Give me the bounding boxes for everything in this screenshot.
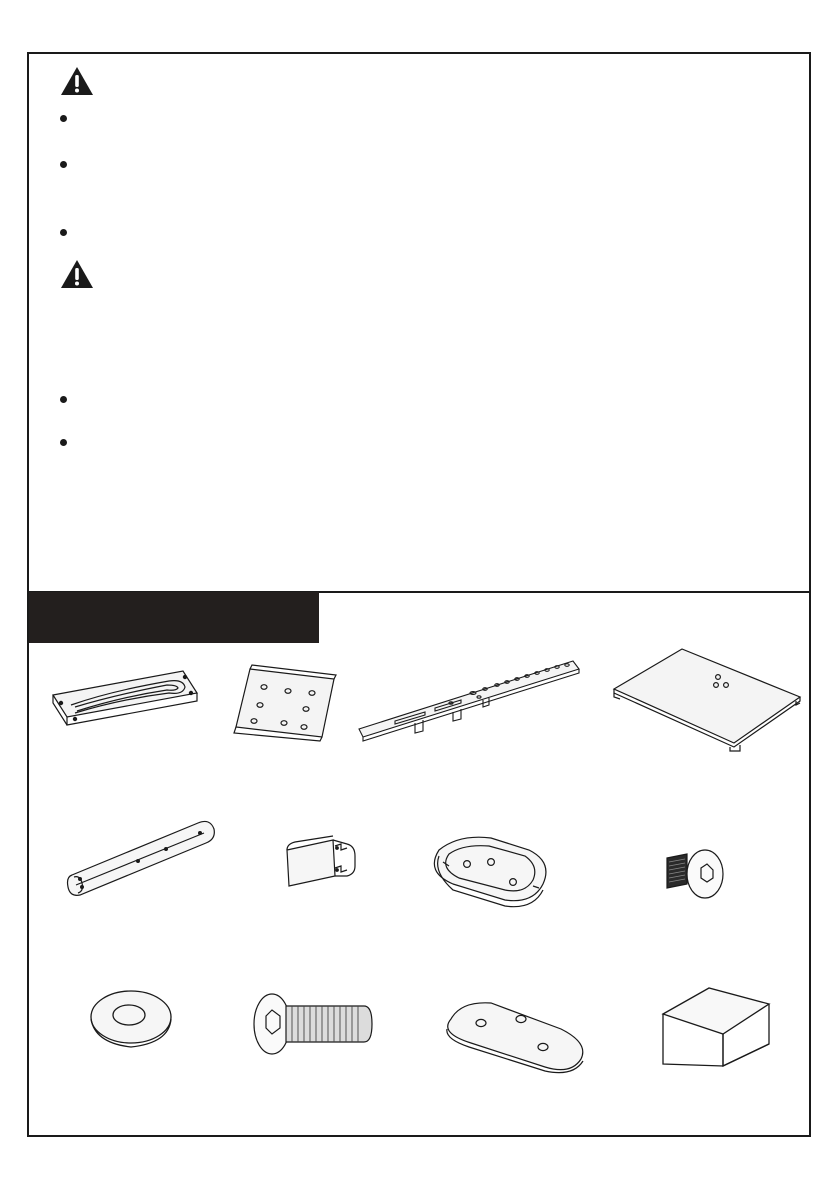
mounting-bracket-bar-part-icon [355, 657, 581, 741]
channel-rail-part-icon [51, 669, 201, 729]
bullet-point [60, 439, 67, 446]
long-hex-bolt-part-icon [252, 990, 374, 1058]
page-frame [27, 52, 811, 1137]
bullet-point [60, 161, 67, 168]
bullet-point [60, 115, 67, 122]
warning-triangle-icon [60, 66, 94, 96]
base-plate-part-icon [612, 647, 802, 755]
oval-collar-part-icon [429, 832, 555, 908]
short-hex-bolt-part-icon [665, 848, 725, 900]
flat-washer-part-icon [89, 989, 175, 1051]
oval-backing-plate-part-icon [441, 999, 591, 1073]
vesa-adapter-plate-part-icon [232, 665, 342, 741]
upright-column-part-icon [66, 819, 216, 895]
warning-triangle-icon [60, 259, 94, 289]
parts-list-header [29, 592, 319, 643]
bullet-point [60, 229, 67, 236]
bullet-point [60, 396, 67, 403]
column-connector-part-icon [285, 836, 357, 888]
rubber-foot-pad-part-icon [657, 984, 775, 1070]
